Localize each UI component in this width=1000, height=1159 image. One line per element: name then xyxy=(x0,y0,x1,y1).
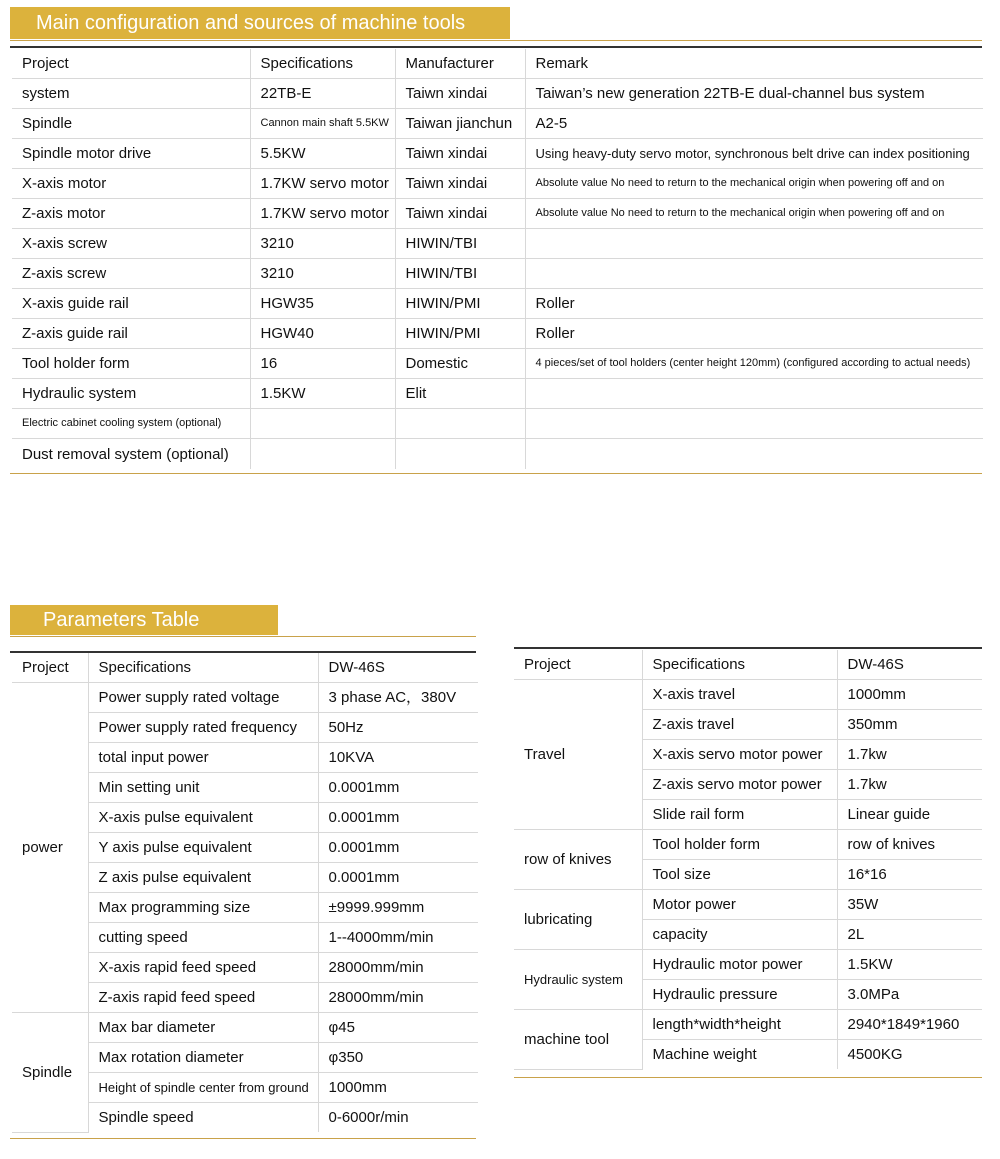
value-cell: 1.5KW xyxy=(837,950,982,980)
column-header: Project xyxy=(12,49,250,79)
value-cell: 2940*1849*1960 xyxy=(837,1010,982,1040)
table-cell: HGW40 xyxy=(250,319,395,349)
spec-cell: Min setting unit xyxy=(88,773,318,803)
table-cell: HIWIN/TBI xyxy=(395,229,525,259)
table-cell: X-axis motor xyxy=(12,169,250,199)
divider xyxy=(10,473,982,474)
spec-cell: Tool size xyxy=(642,860,837,890)
group-label: row of knives xyxy=(514,830,642,890)
spec-cell: Z-axis rapid feed speed xyxy=(88,983,318,1013)
table-cell: Roller xyxy=(525,289,983,319)
table-row xyxy=(12,139,983,169)
spec-cell: X-axis rapid feed speed xyxy=(88,953,318,983)
spec-cell: Power supply rated frequency xyxy=(88,713,318,743)
spec-cell: Y axis pulse equivalent xyxy=(88,833,318,863)
spec-cell: X-axis travel xyxy=(642,680,837,710)
table-header-row xyxy=(12,653,478,683)
spec-cell: Slide rail form xyxy=(642,800,837,830)
table-cell xyxy=(525,439,983,470)
table-row xyxy=(514,680,982,710)
table-row xyxy=(12,169,983,199)
table-cell: Hydraulic system xyxy=(12,379,250,409)
table-cell: X-axis guide rail xyxy=(12,289,250,319)
table-cell: Spindle motor drive xyxy=(12,139,250,169)
table-cell: 1.7KW servo motor xyxy=(250,169,395,199)
table-row xyxy=(12,1013,478,1043)
value-cell: 1000mm xyxy=(837,680,982,710)
table-cell: Taiwn xindai xyxy=(395,79,525,109)
spec-cell: Max programming size xyxy=(88,893,318,923)
table-cell: 16 xyxy=(250,349,395,379)
column-header: Specifications xyxy=(88,653,318,683)
table-cell xyxy=(525,229,983,259)
table-row xyxy=(514,1010,982,1040)
value-cell: φ45 xyxy=(318,1013,478,1043)
group-label: machine tool xyxy=(514,1010,642,1070)
value-cell: 0-6000r/min xyxy=(318,1103,478,1133)
table-row xyxy=(12,319,983,349)
value-cell: 1.7kw xyxy=(837,770,982,800)
table-row xyxy=(12,289,983,319)
table-cell: Z-axis guide rail xyxy=(12,319,250,349)
divider xyxy=(10,40,982,41)
table-row xyxy=(514,830,982,860)
table-row xyxy=(12,199,983,229)
spec-cell: Motor power xyxy=(642,890,837,920)
table-cell: Taiwan’s new generation 22TB-E dual-channel bus system xyxy=(525,79,983,109)
table-row xyxy=(12,79,983,109)
value-cell: 0.0001mm xyxy=(318,773,478,803)
table-cell xyxy=(250,439,395,470)
table-cell: HIWIN/PMI xyxy=(395,289,525,319)
spec-cell: capacity xyxy=(642,920,837,950)
table-cell: 1.5KW xyxy=(250,379,395,409)
section-title-main-configuration xyxy=(10,7,510,39)
table-cell xyxy=(525,259,983,289)
value-cell: 3.0MPa xyxy=(837,980,982,1010)
parameters-table-left xyxy=(12,653,478,1133)
divider xyxy=(10,1138,476,1139)
table-cell xyxy=(525,379,983,409)
column-header: Project xyxy=(12,653,88,683)
spec-cell: Z-axis servo motor power xyxy=(642,770,837,800)
table-cell: Tool holder form xyxy=(12,349,250,379)
table-cell: 5.5KW xyxy=(250,139,395,169)
value-cell: 0.0001mm xyxy=(318,833,478,863)
table-cell: Dust removal system (optional) xyxy=(12,439,250,470)
group-label: Spindle xyxy=(12,1013,88,1133)
value-cell: 50Hz xyxy=(318,713,478,743)
table-cell: Using heavy-duty servo motor, synchronous belt drive can index positioning xyxy=(525,139,983,169)
spec-cell: Max bar diameter xyxy=(88,1013,318,1043)
spec-cell: Hydraulic pressure xyxy=(642,980,837,1010)
spec-cell: X-axis servo motor power xyxy=(642,740,837,770)
value-cell: 0.0001mm xyxy=(318,803,478,833)
value-cell: 1.7kw xyxy=(837,740,982,770)
table-cell: 3210 xyxy=(250,229,395,259)
table-cell: 3210 xyxy=(250,259,395,289)
value-cell: 35W xyxy=(837,890,982,920)
table-cell: Elit xyxy=(395,379,525,409)
table-row xyxy=(12,409,983,439)
value-cell: row of knives xyxy=(837,830,982,860)
section-title-text: Main configuration and sources of machine tools xyxy=(36,11,466,34)
spec-cell: Tool holder form xyxy=(642,830,837,860)
table-row xyxy=(514,890,982,920)
group-label: Hydraulic system xyxy=(514,950,642,1010)
group-label: Travel xyxy=(514,680,642,830)
spec-cell: Spindle speed xyxy=(88,1103,318,1133)
divider xyxy=(10,46,982,48)
table-row xyxy=(12,349,983,379)
spec-cell: X-axis pulse equivalent xyxy=(88,803,318,833)
table-cell: Electric cabinet cooling system (optional) xyxy=(12,409,250,439)
table-cell: HIWIN/TBI xyxy=(395,259,525,289)
table-cell: HGW35 xyxy=(250,289,395,319)
table-cell: Taiwn xindai xyxy=(395,199,525,229)
table-cell: Taiwan jianchun xyxy=(395,109,525,139)
table-row xyxy=(12,259,983,289)
table-cell: 4 pieces/set of tool holders (center height 120mm) (configured according to actual needs) xyxy=(525,349,983,379)
table-cell: Taiwn xindai xyxy=(395,139,525,169)
table-cell xyxy=(250,409,395,439)
value-cell: 0.0001mm xyxy=(318,863,478,893)
value-cell: φ350 xyxy=(318,1043,478,1073)
table-cell: 22TB-E xyxy=(250,79,395,109)
table-cell xyxy=(525,409,983,439)
section-title-parameters-table xyxy=(10,605,278,635)
spec-cell: Height of spindle center from ground xyxy=(88,1073,318,1103)
column-header: Project xyxy=(514,650,642,680)
table-row xyxy=(12,109,983,139)
value-cell: 4500KG xyxy=(837,1040,982,1070)
spec-cell: Hydraulic motor power xyxy=(642,950,837,980)
table-cell: Domestic xyxy=(395,349,525,379)
divider xyxy=(10,636,476,637)
table-cell: Taiwn xindai xyxy=(395,169,525,199)
table-cell: Z-axis screw xyxy=(12,259,250,289)
table-cell: A2-5 xyxy=(525,109,983,139)
table-cell: HIWIN/PMI xyxy=(395,319,525,349)
table-cell: Absolute value No need to return to the mechanical origin when powering off and on xyxy=(525,169,983,199)
spec-cell: Z axis pulse equivalent xyxy=(88,863,318,893)
spec-cell: total input power xyxy=(88,743,318,773)
table-row xyxy=(12,439,983,470)
table-row xyxy=(12,683,478,713)
spec-cell: Z-axis travel xyxy=(642,710,837,740)
table-cell: Spindle xyxy=(12,109,250,139)
table-row xyxy=(514,950,982,980)
table-cell: Z-axis motor xyxy=(12,199,250,229)
table-row xyxy=(12,229,983,259)
table-cell: 1.7KW servo motor xyxy=(250,199,395,229)
spec-cell: cutting speed xyxy=(88,923,318,953)
value-cell: 1000mm xyxy=(318,1073,478,1103)
value-cell: 10KVA xyxy=(318,743,478,773)
value-cell: 350mm xyxy=(837,710,982,740)
parameters-table-right xyxy=(514,650,982,1070)
spec-cell: Power supply rated voltage xyxy=(88,683,318,713)
table-row xyxy=(12,379,983,409)
spec-cell: length*width*height xyxy=(642,1010,837,1040)
spec-cell: Max rotation diameter xyxy=(88,1043,318,1073)
table-cell xyxy=(395,409,525,439)
group-label: power xyxy=(12,683,88,1013)
column-header: DW-46S xyxy=(318,653,478,683)
table-header-row xyxy=(12,49,983,79)
configuration-table xyxy=(12,49,983,469)
value-cell: 2L xyxy=(837,920,982,950)
column-header: Specifications xyxy=(642,650,837,680)
column-header: Remark xyxy=(525,49,983,79)
value-cell: 28000mm/min xyxy=(318,983,478,1013)
section-title-text: Parameters Table xyxy=(43,608,200,631)
column-header: DW-46S xyxy=(837,650,982,680)
divider xyxy=(514,647,982,649)
table-cell: X-axis screw xyxy=(12,229,250,259)
value-cell: 28000mm/min xyxy=(318,953,478,983)
value-cell: Linear guide xyxy=(837,800,982,830)
table-header-row xyxy=(514,650,982,680)
spec-cell: Machine weight xyxy=(642,1040,837,1070)
table-cell: Cannon main shaft 5.5KW xyxy=(250,109,395,139)
column-header: Manufacturer xyxy=(395,49,525,79)
table-cell xyxy=(395,439,525,470)
divider xyxy=(514,1077,982,1078)
table-cell: system xyxy=(12,79,250,109)
value-cell: 3 phase AC，380V xyxy=(318,683,478,713)
table-cell: Absolute value No need to return to the mechanical origin when powering off and on xyxy=(525,199,983,229)
value-cell: 16*16 xyxy=(837,860,982,890)
value-cell: ±9999.999mm xyxy=(318,893,478,923)
column-header: Specifications xyxy=(250,49,395,79)
value-cell: 1--4000mm/min xyxy=(318,923,478,953)
table-cell: Roller xyxy=(525,319,983,349)
group-label: lubricating xyxy=(514,890,642,950)
